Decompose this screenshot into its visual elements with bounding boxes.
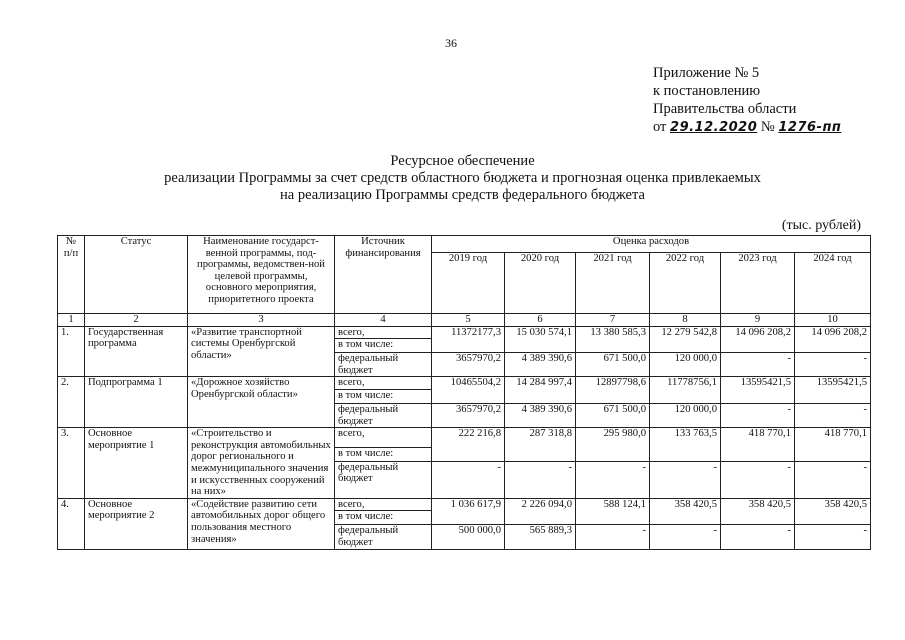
value-federal: -	[795, 525, 871, 549]
source-including: в том числе:	[335, 511, 432, 525]
header-source: Источник финансирования	[335, 236, 432, 314]
value-federal: 500 000,0	[432, 525, 505, 549]
header-year: 2024 год	[795, 253, 871, 314]
handwritten-date: 29.12.2020	[670, 120, 758, 135]
source-federal: федеральный бюджет	[335, 403, 432, 427]
source-total: всего,	[335, 428, 432, 447]
row-num: 2.	[58, 377, 85, 428]
row-status: Основное мероприятие 1	[85, 428, 188, 499]
table-row	[58, 377, 871, 390]
value-total: 418 770,1	[721, 428, 795, 461]
title-line-1: Ресурсное обеспечение	[390, 153, 535, 169]
column-index: 6	[505, 314, 576, 327]
header-num: № п/п	[58, 236, 85, 314]
column-index: 2	[85, 314, 188, 327]
row-status: Государственная программа	[85, 326, 188, 377]
value-federal: -	[795, 353, 871, 377]
value-total: 358 420,5	[795, 498, 871, 525]
value-federal: -	[505, 461, 576, 498]
value-federal: 3657970,2	[432, 353, 505, 377]
row-name: «Содействие развитию сети автомобильных дорог общего пользования местного значения»	[188, 498, 335, 549]
title-line-3: на реализацию Программы средств федерального бюджета	[280, 187, 645, 203]
header-year: 2022 год	[650, 253, 721, 314]
column-index: 7	[576, 314, 650, 327]
appendix-line-3: Правительства области	[653, 101, 797, 117]
header-estimate: Оценка расходов	[432, 236, 871, 253]
value-total: 15 030 574,1	[505, 326, 576, 353]
resource-table	[57, 235, 871, 550]
appendix-date-line	[653, 118, 841, 137]
date-prefix: от	[653, 119, 667, 135]
row-status: Основное мероприятие 2	[85, 498, 188, 549]
page-number: 36	[445, 36, 457, 50]
value-federal: -	[721, 353, 795, 377]
header-year: 2019 год	[432, 253, 505, 314]
source-including: в том числе:	[335, 389, 432, 403]
source-total: всего,	[335, 498, 432, 511]
value-federal: -	[576, 525, 650, 549]
value-total: 13 380 585,3	[576, 326, 650, 353]
header-name: Наименование государст-венной программы, под-программы, ведомствен-ной целевой программы, основного мероприятия, приоритетного проекта	[188, 236, 335, 314]
row-status: Подпрограмма 1	[85, 377, 188, 428]
value-federal: -	[721, 461, 795, 498]
value-total: 295 980,0	[576, 428, 650, 461]
column-index-row	[58, 314, 871, 327]
appendix-block	[653, 64, 841, 137]
value-total: 11372177,3	[432, 326, 505, 353]
source-total: всего,	[335, 326, 432, 339]
column-index: 1	[58, 314, 85, 327]
value-federal: -	[721, 403, 795, 427]
source-federal: федеральный бюджет	[335, 461, 432, 498]
value-total: 14 096 208,2	[721, 326, 795, 353]
appendix-line-2: к постановлению	[653, 83, 761, 99]
source-federal: федеральный бюджет	[335, 525, 432, 549]
value-total: 10465504,2	[432, 377, 505, 404]
value-federal: 671 500,0	[576, 353, 650, 377]
row-num: 4.	[58, 498, 85, 549]
value-federal: 120 000,0	[650, 403, 721, 427]
table-row	[58, 498, 871, 511]
value-federal: 671 500,0	[576, 403, 650, 427]
header-year: 2021 год	[576, 253, 650, 314]
units-label: (тыс. рублей)	[781, 218, 861, 233]
column-index: 5	[432, 314, 505, 327]
table-row	[58, 428, 871, 447]
value-federal: 120 000,0	[650, 353, 721, 377]
value-total: 588 124,1	[576, 498, 650, 525]
value-federal: 3657970,2	[432, 403, 505, 427]
handwritten-number: 1276-пп	[778, 120, 842, 135]
value-total: 287 318,8	[505, 428, 576, 461]
document-title	[0, 153, 905, 204]
value-federal: -	[795, 461, 871, 498]
value-federal: -	[721, 525, 795, 549]
value-total: 14 096 208,2	[795, 326, 871, 353]
value-total: 14 284 997,4	[505, 377, 576, 404]
column-index: 3	[188, 314, 335, 327]
source-total: всего,	[335, 377, 432, 390]
table-row	[58, 326, 871, 339]
source-including: в том числе:	[335, 339, 432, 353]
row-name: «Строительство и реконструкция автомобильных дорог регионального и межмуниципального значения и искусственных сооружений на них»	[188, 428, 335, 499]
value-total: 133 763,5	[650, 428, 721, 461]
value-federal: -	[650, 525, 721, 549]
value-total: 12 279 542,8	[650, 326, 721, 353]
row-name: «Развитие транспортной системы Оренбургской области»	[188, 326, 335, 377]
header-status: Статус	[85, 236, 188, 314]
value-total: 13595421,5	[721, 377, 795, 404]
value-federal: -	[795, 403, 871, 427]
value-federal: -	[576, 461, 650, 498]
header-year: 2023 год	[721, 253, 795, 314]
value-total: 418 770,1	[795, 428, 871, 461]
value-federal: 4 389 390,6	[505, 403, 576, 427]
source-federal: федеральный бюджет	[335, 353, 432, 377]
value-total: 1 036 617,9	[432, 498, 505, 525]
row-num: 3.	[58, 428, 85, 499]
column-index: 8	[650, 314, 721, 327]
value-federal: -	[432, 461, 505, 498]
value-total: 2 226 094,0	[505, 498, 576, 525]
header-year: 2020 год	[505, 253, 576, 314]
appendix-line-1: Приложение № 5	[653, 65, 760, 81]
value-federal: 565 889,3	[505, 525, 576, 549]
column-index: 9	[721, 314, 795, 327]
value-federal: -	[650, 461, 721, 498]
row-name: «Дорожное хозяйство Оренбургской области»	[188, 377, 335, 428]
title-line-2: реализации Программы за счет средств областного бюджета и прогнозная оценка привлекаемых	[164, 170, 761, 186]
source-including: в том числе:	[335, 447, 432, 461]
number-sign: №	[760, 119, 775, 135]
value-federal: 4 389 390,6	[505, 353, 576, 377]
value-total: 11778756,1	[650, 377, 721, 404]
column-index: 4	[335, 314, 432, 327]
value-total: 358 420,5	[721, 498, 795, 525]
value-total: 12897798,6	[576, 377, 650, 404]
column-index: 10	[795, 314, 871, 327]
row-num: 1.	[58, 326, 85, 377]
value-total: 13595421,5	[795, 377, 871, 404]
value-total: 222 216,8	[432, 428, 505, 461]
value-total: 358 420,5	[650, 498, 721, 525]
